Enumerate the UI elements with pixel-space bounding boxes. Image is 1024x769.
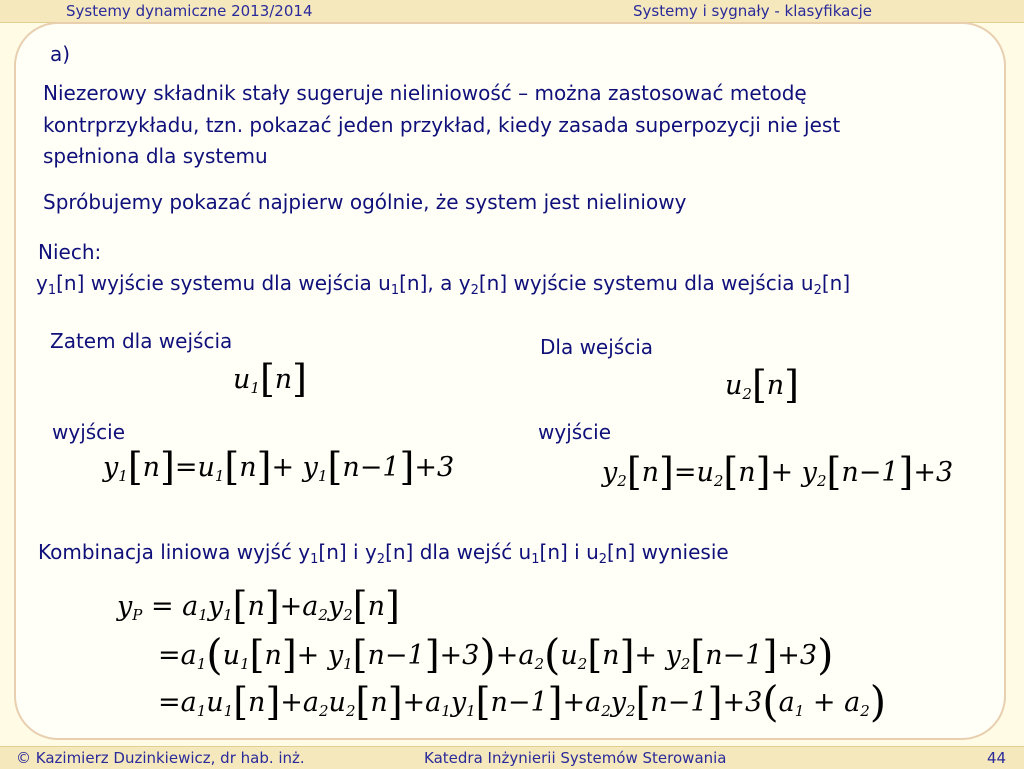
paragraph: Spróbujemy pokazać najpierw ogólnie, że system jest nieliniowy (43, 190, 687, 214)
footer-department: Katedra Inżynierii Systemów Sterowania (424, 749, 727, 767)
derivation-line-2: $=a_1(u_1[n]+ y_1[n-1]+3)+a_2(u_2[n]+ y_2[n-1]+3)$ (158, 630, 834, 679)
left-input-formula: $u_1[n]$ (233, 357, 307, 401)
right-output-label: wyjście (538, 420, 612, 444)
right-input-label: Dla wejścia (540, 335, 654, 359)
footer-author: © Kazimierz Duzinkiewicz, dr hab. inż. (16, 749, 305, 767)
left-output-formula: $y_1[n]=u_1[n]+ y_1[n-1]+3$ (103, 445, 455, 489)
paragraph-line: spełniona dla systemu (43, 144, 268, 168)
combination-line: Kombinacja liniowa wyjść $y_1[n]$ i $y_2[n]$ dla wejść $u_1[n]$ i $u_2[n]$ wyniesie (38, 540, 729, 567)
paragraph-line: kontrprzykładu, tzn. pokazać jeden przykład, kiedy zasada superpozycji nie jest (43, 113, 841, 137)
slide-footer (0, 746, 1024, 769)
slide-header (0, 0, 1024, 23)
header-topic-title: Systemy i sygnały - klasyfikacje (633, 2, 872, 20)
niech-label: Niech: (38, 240, 102, 264)
paragraph-line: Niezerowy składnik stały sugeruje nieliniowość – można zastosować metodę (43, 81, 807, 105)
derivation-line-1: $y_P = a_1y_1[n]+a_2y_2[n]$ (117, 584, 400, 628)
right-output-formula: $y_2[n]=u_2[n]+ y_2[n-1]+3$ (602, 450, 954, 494)
right-input-formula: $u_2[n]$ (725, 363, 799, 407)
header-course-title: Systemy dynamiczne 2013/2014 (66, 2, 313, 20)
left-output-label: wyjście (52, 420, 126, 444)
page-number: 44 (987, 749, 1007, 767)
definition-line: $y_1[n]$ wyjście systemu dla wejścia $u_1[n]$, a $y_2[n]$ wyjście systemu dla wejścia $u_2[n]$ (36, 271, 851, 298)
left-input-label: Zatem dla wejścia (50, 329, 233, 353)
derivation-line-3: $=a_1u_1[n]+a_2u_2[n]+a_1y_1[n-1]+a_2y_2[n-1]+3(a_1 + a_2)$ (158, 677, 887, 726)
subpoint-label: a) (50, 42, 71, 66)
